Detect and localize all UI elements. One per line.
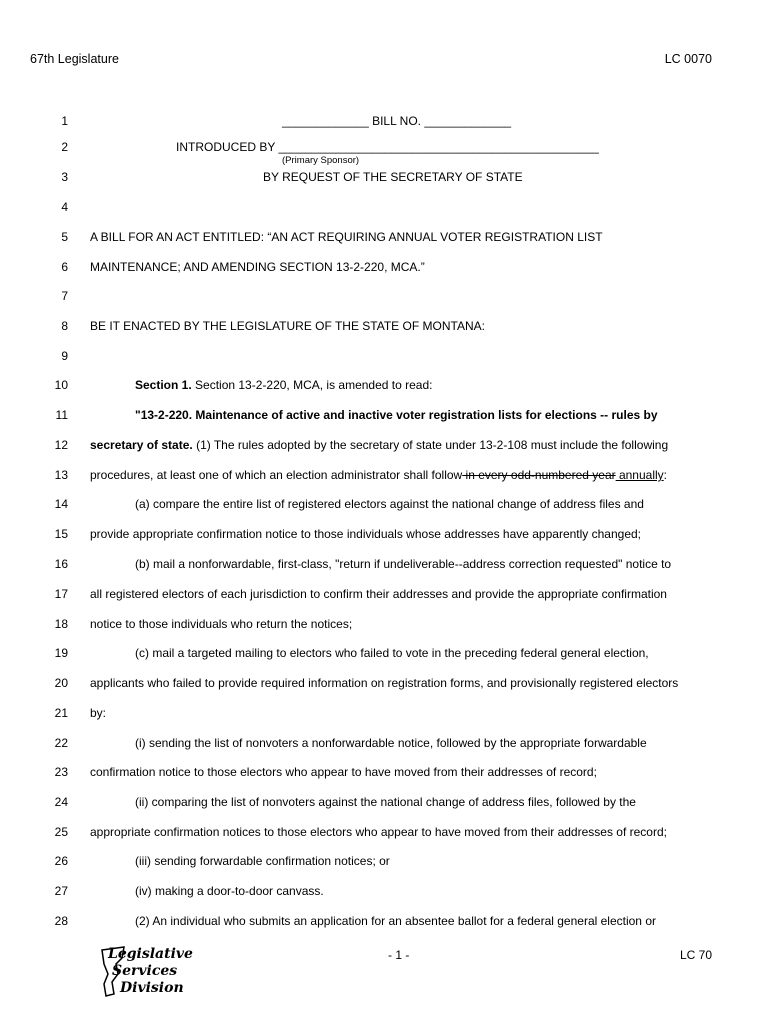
line-number: 16 bbox=[54, 557, 68, 571]
line-number: 12 bbox=[54, 438, 68, 452]
line-number: 28 bbox=[54, 914, 68, 928]
header-legislature: 67th Legislature bbox=[30, 52, 119, 66]
line-number: 24 bbox=[54, 795, 68, 809]
bill-title-line-1: A BILL FOR AN ACT ENTITLED: “AN ACT REQUIRING ANNUAL VOTER REGISTRATION LIST bbox=[90, 230, 603, 244]
item-i-line-2: confirmation notice to those electors who appear to have moved from their addresses of record; bbox=[90, 765, 597, 779]
item-a-line-1: (a) compare the entire list of registered electors against the national change of address files and bbox=[135, 497, 644, 511]
statute-heading-line-2: secretary of state. bbox=[90, 438, 193, 452]
statute-line-12 bbox=[90, 438, 668, 452]
logo-word-services: Services bbox=[112, 963, 178, 979]
line-number: 3 bbox=[61, 170, 68, 184]
subsection-2-line-1: (2) An individual who submits an application for an absentee ballot for a federal general election or bbox=[135, 914, 656, 928]
legislative-services-division-logo bbox=[98, 944, 208, 1000]
item-c-line-2: applicants who failed to provide required information on registration forms, and provisionally registered electors bbox=[90, 676, 679, 690]
line-number: 5 bbox=[61, 230, 68, 244]
line-number: 19 bbox=[54, 646, 68, 660]
item-b-line-1: (b) mail a nonforwardable, first-class, "return if undeliverable--address correction requested" notice to bbox=[135, 557, 672, 571]
footer-lc-number: LC 70 bbox=[679, 948, 712, 962]
line-number: 1 bbox=[61, 114, 68, 128]
statute-heading-line-1: "13-2-220. Maintenance of active and inactive voter registration lists for elections -- rules by bbox=[135, 408, 658, 422]
line-number: 13 bbox=[54, 468, 68, 482]
line-number: 17 bbox=[54, 587, 68, 601]
line-number: 14 bbox=[54, 497, 68, 511]
statute-line-13 bbox=[90, 468, 667, 482]
section-1-text: Section 13-2-220, MCA, is amended to read: bbox=[191, 378, 433, 392]
section-1-intro bbox=[135, 378, 432, 392]
item-c-line-3: by: bbox=[90, 706, 107, 720]
item-ii-line-2: appropriate confirmation notices to those electors who appear to have moved from their addresses of record; bbox=[90, 825, 667, 839]
item-c-line-1: (c) mail a targeted mailing to electors who failed to vote in the preceding federal general election, bbox=[135, 646, 649, 660]
item-ii-line-1: (ii) comparing the list of nonvoters against the national change of address files, followed by the bbox=[135, 795, 636, 809]
line-number: 15 bbox=[54, 527, 68, 541]
line-number: 7 bbox=[61, 289, 68, 303]
item-a-line-2: provide appropriate confirmation notice to those individuals whose addresses have apparently changed; bbox=[90, 527, 642, 541]
line-number: 25 bbox=[54, 825, 68, 839]
procedures-text: procedures, at least one of which an election administrator shall follow bbox=[90, 468, 463, 482]
introduced-by-line: INTRODUCED BY ________________________________________________ bbox=[176, 140, 599, 154]
by-request-line: BY REQUEST OF THE SECRETARY OF STATE bbox=[263, 170, 523, 184]
struck-text: in every odd-numbered year bbox=[462, 468, 616, 482]
line-number: 26 bbox=[54, 854, 68, 868]
item-b-line-2: all registered electors of each jurisdiction to confirm their addresses and provide the appropriate confirmation bbox=[90, 587, 667, 601]
item-iv: (iv) making a door-to-door canvass. bbox=[135, 884, 324, 898]
logo-word-legislative: Legislative bbox=[108, 946, 193, 962]
item-i-line-1: (i) sending the list of nonvoters a nonforwardable notice, followed by the appropriate forwardable bbox=[135, 736, 647, 750]
primary-sponsor-caption: (Primary Sponsor) bbox=[282, 155, 360, 166]
line-number: 8 bbox=[61, 319, 68, 333]
line-number: 20 bbox=[54, 676, 68, 690]
colon: : bbox=[663, 468, 668, 482]
line-number: 23 bbox=[54, 765, 68, 779]
bill-title-line-2: MAINTENANCE; AND AMENDING SECTION 13-2-220, MCA.” bbox=[90, 260, 425, 274]
line-number: 4 bbox=[61, 200, 68, 214]
logo-word-division: Division bbox=[120, 980, 184, 996]
header-lc-number: LC 0070 bbox=[664, 52, 712, 66]
item-b-line-3: notice to those individuals who return the notices; bbox=[90, 617, 353, 631]
section-1-heading: Section 1. bbox=[135, 378, 192, 392]
line-number: 11 bbox=[55, 408, 68, 422]
line-number: 22 bbox=[54, 736, 68, 750]
line-number: 10 bbox=[54, 378, 68, 392]
subsection-1-text: (1) The rules adopted by the secretary of state under 13-2-108 must include the following bbox=[192, 438, 669, 452]
line-number: 27 bbox=[54, 884, 68, 898]
bill-number-line: _____________ BILL NO. _____________ bbox=[282, 114, 512, 128]
page-number: - 1 - bbox=[388, 948, 410, 962]
enacting-clause: BE IT ENACTED BY THE LEGISLATURE OF THE STATE OF MONTANA: bbox=[90, 319, 485, 333]
line-number: 9 bbox=[61, 349, 68, 363]
line-number: 6 bbox=[61, 260, 68, 274]
line-number: 2 bbox=[61, 140, 68, 154]
item-iii: (iii) sending forwardable confirmation notices; or bbox=[135, 854, 390, 868]
line-number: 18 bbox=[54, 617, 68, 631]
line-number: 21 bbox=[54, 706, 68, 720]
inserted-text: annually bbox=[615, 468, 664, 482]
